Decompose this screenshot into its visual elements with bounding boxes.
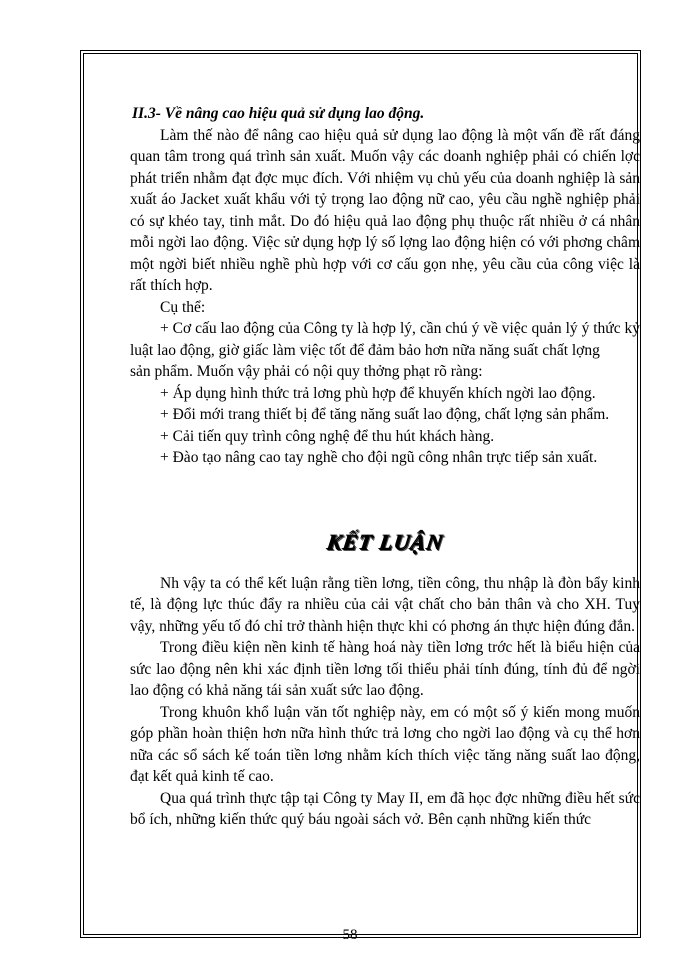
specifics-label: Cụ thể: — [160, 298, 206, 316]
conclusion-title: KẾT LUẬN — [325, 528, 445, 554]
conclusion-paragraph: Trong điều kiện nền kinh tế hàng hoá này tiền lơng trớc hết là biểu hiện của sức lao động nên khi xác định tiền lơng tối thiểu phải tính đúng, tính đủ để ngời lao động có khả năng tái sản xuất sức lao động. — [130, 639, 640, 699]
conclusion-paragraph: Nh vậy ta có thể kết luận rằng tiền lơng, tiền công, thu nhập là đòn bẩy kinh tế, là động lực thúc đẩy ra nhiều của cải vật chất cho bản thân và cho XH. Tuy vậy, những yếu tố đó chỉ trở thành hiện thực khi có phơng án thực hiện đúng đắn. — [130, 574, 640, 635]
section-heading: II.3- Về nâng cao hiệu quả sử dụng lao động. — [132, 105, 425, 122]
section-intro-paragraph: Làm thế nào để nâng cao hiệu quả sử dụng lao động là một vấn đề rất đáng quan tâm trong quá trình sản xuất. Muốn vậy các doanh nghiệp phải có chiến lợc phát triển nhằm đạt đợc mục đích. Với nhiệm vụ chủ yếu của doanh nghiệp là sản xuất áo Jacket xuất khẩu với tỷ trọng lao động nữ cao, yêu cầu nghề nghiệp phải có sự khéo tay, tinh mắt. Do đó hiệu quả lao động phụ thuộc rất nhiều ở cá nhân mỗi ngời lao động. Việc sử dụng hợp lý số lợng lao động hiện có với phơng châm một ngời biết nhiều nghề phù hợp với cơ cấu gọn nhẹ, yêu cầu của công việc là rất thích hợp. — [130, 126, 640, 294]
bullet-item-process: + Cải tiến quy trình công nghệ để thu hút khách hàng. — [160, 427, 495, 445]
bullet-item-wage-form: + Áp dụng hình thức trả lơng phù hợp để khuyến khích ngời lao động. — [160, 384, 596, 402]
bullet-list — [130, 318, 640, 469]
bullet-item-labor-structure: + Cơ cấu lao động của Công ty là hợp lý, cần chú ý về việc quản lý ý thức kỷ luật lao động, giờ giấc làm việc tốt để đảm bảo hơn nữa năng suất chất lợng — [130, 320, 640, 359]
page-number: 58 — [342, 927, 358, 943]
conclusion-paragraph: Trong khuôn khổ luận văn tốt nghiệp này, em có một số ý kiến mong muốn góp phần hoàn thiện hơn nữa hình thức trả lơng cho ngời lao động và cụ thể hơn nữa các sổ sách kế toán tiền lơng nhằm kích thích việc tăng năng suất lao động, đạt kết quả kinh tế cao. — [130, 703, 640, 785]
conclusion-paragraph: Qua quá trình thực tập tại Công ty May II, em đã học đợc những điều hết sức bổ ích, những kiến thức quý báu ngoài sách vở. Bên cạnh những kiến thức — [130, 789, 640, 828]
bullet-item-labor-structure-continued: sản phẩm. Muốn vậy phải có nội quy thởng phạt rõ ràng: — [130, 363, 483, 380]
bullet-item-equipment: + Đổi mới trang thiết bị để tăng năng suất lao động, chất lợng sản phẩm. — [160, 406, 610, 423]
bullet-item-training: + Đào tạo nâng cao tay nghề cho đội ngũ công nhân trực tiếp sản xuất. — [160, 449, 598, 466]
document-body — [130, 103, 640, 831]
